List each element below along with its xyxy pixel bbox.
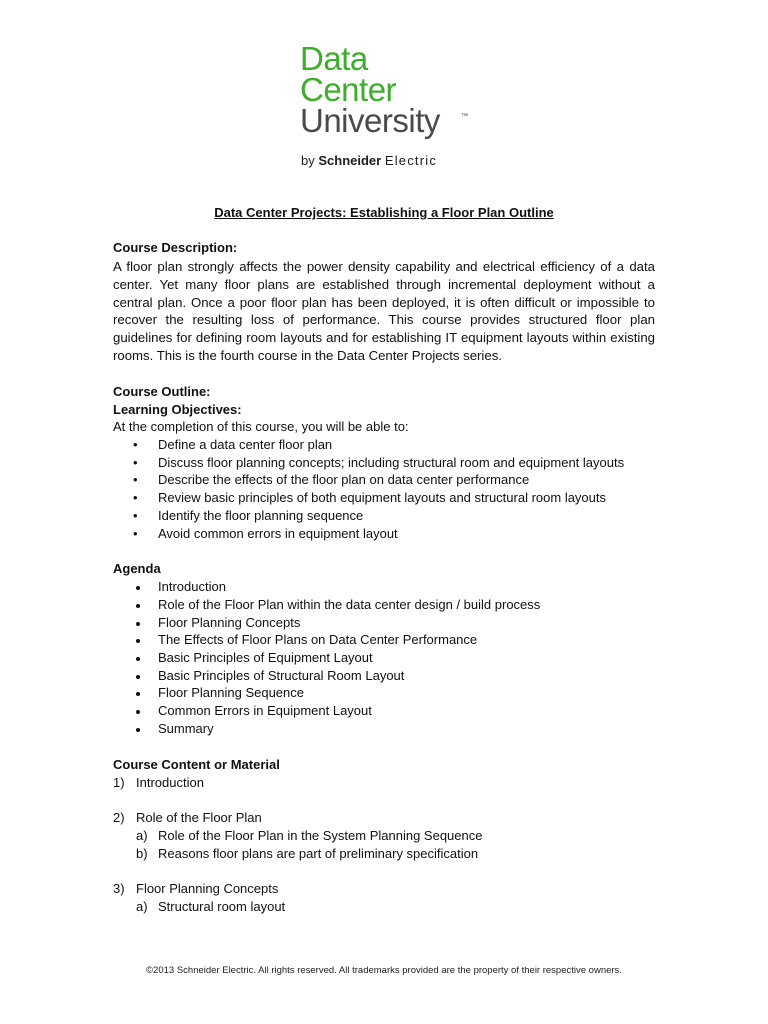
agenda-bullet-dot [136, 657, 140, 661]
subsection-number: a) [136, 828, 148, 843]
objective-item: Identify the floor planning sequence [158, 508, 364, 523]
objective-bullet: • [133, 490, 138, 505]
logo-byline [301, 153, 437, 168]
objective-item: Describe the effects of the floor plan on data center performance [158, 472, 530, 487]
objective-bullet: • [133, 508, 138, 523]
objective-bullet: • [133, 437, 138, 452]
agenda-item: Summary [158, 721, 214, 736]
agenda-bullet-dot [136, 728, 140, 732]
logo-by: by [301, 153, 315, 168]
logo-line-data: Data [300, 40, 368, 77]
subsection-label: Structural room layout [158, 899, 286, 914]
agenda-item: Basic Principles of Equipment Layout [158, 650, 373, 665]
agenda-item: Basic Principles of Structural Room Layout [158, 668, 405, 683]
objective-item: Review basic principles of both equipment layouts and structural room layouts [158, 490, 607, 505]
agenda-item: Role of the Floor Plan within the data center design / build process [158, 597, 541, 612]
agenda-bullet-dot [136, 604, 140, 608]
agenda-bullet-dot [136, 675, 140, 679]
section-label: Floor Planning Concepts [136, 881, 279, 896]
agenda-item: Floor Planning Concepts [158, 615, 301, 630]
objective-bullet: • [133, 472, 138, 487]
agenda-item: The Effects of Floor Plans on Data Center Performance [158, 632, 478, 647]
objectives-intro: At the completion of this course, you will be able to: [113, 419, 409, 434]
agenda-bullet-dot [136, 639, 140, 643]
objective-item: Define a data center floor plan [158, 437, 333, 452]
subsection-label: Reasons floor plans are part of preliminary specification [158, 846, 479, 861]
agenda-item: Introduction [158, 579, 226, 594]
section-number: 3) [113, 881, 125, 896]
section-number: 1) [113, 775, 125, 790]
learning-objectives-heading: Learning Objectives: [113, 402, 242, 417]
course-content-heading: Course Content or Material [113, 757, 280, 772]
agenda-heading: Agenda [113, 561, 161, 576]
objective-bullet: • [133, 526, 138, 541]
agenda-item: Common Errors in Equipment Layout [158, 703, 372, 718]
agenda-bullet-dot [136, 710, 140, 714]
agenda-bullet-dot [136, 622, 140, 626]
subsection-label: Role of the Floor Plan in the System Planning Sequence [158, 828, 483, 843]
logo-brand: Schneider [318, 153, 382, 168]
logo-line-university: University [300, 102, 440, 139]
logo-trademark: ™ [461, 113, 468, 120]
course-description-heading: Course Description: [113, 240, 238, 255]
agenda-item: Floor Planning Sequence [158, 685, 304, 700]
objective-bullet: • [133, 455, 138, 470]
section-label: Introduction [136, 775, 204, 790]
objective-item: Avoid common errors in equipment layout [158, 526, 398, 541]
course-outline-heading: Course Outline: [113, 384, 211, 399]
copyright-footer: ©2013 Schneider Electric. All rights reserved. All trademarks provided are the property of their respective owners. [146, 965, 622, 976]
section-number: 2) [113, 810, 125, 825]
section-label: Role of the Floor Plan [136, 810, 262, 825]
objective-item: Discuss floor planning concepts; including structural room and equipment layouts [158, 455, 625, 470]
document-title: Data Center Projects: Establishing a Floor Plan Outline [214, 205, 554, 220]
agenda-bullet-dot [136, 586, 140, 590]
subsection-number: a) [136, 899, 148, 914]
logo-electric: Electric [384, 153, 438, 168]
dcu-logo [300, 42, 480, 174]
agenda-bullet-dot [136, 692, 140, 696]
logo-line-center: Center [300, 71, 397, 108]
subsection-number: b) [136, 846, 148, 861]
course-description-text: A floor plan strongly affects the power density capability and electrical efficiency of a data center. Yet many floor plans are established through incremental deployment without a central plan. Once a poor floor plan has been deployed, it is often difficult or impossible to recover the resulting loss of performance. This course provides structured floor plan guidelines for defining room layouts and for establishing IT equipment layouts within existing rooms. This is the fourth course in the Data Center Projects series. [113, 259, 655, 363]
